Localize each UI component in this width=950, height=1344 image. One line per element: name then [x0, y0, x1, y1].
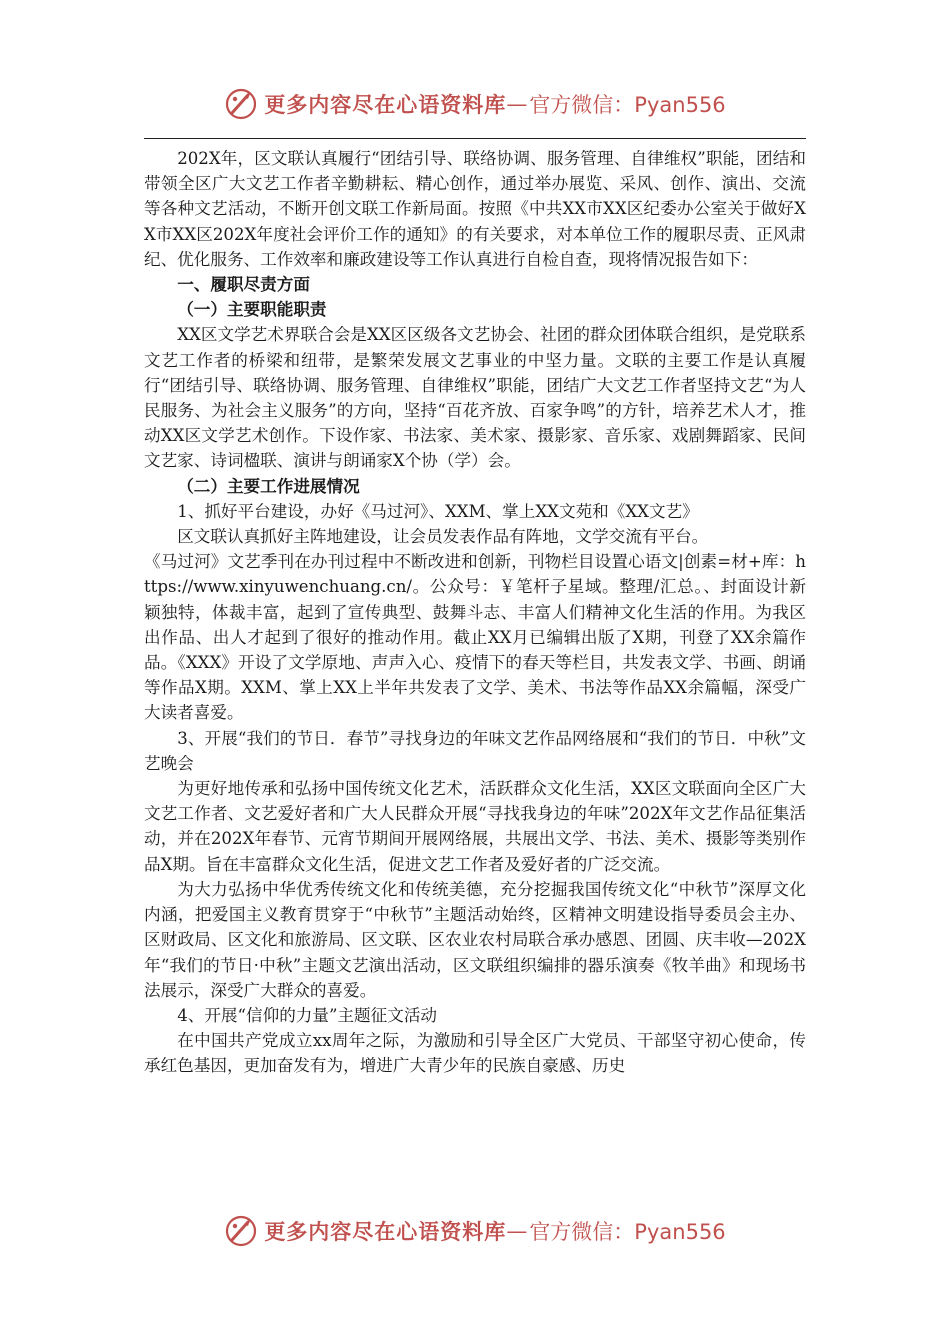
banner-wechat: 官方微信：Pyan556: [529, 93, 726, 117]
footer-brand: 更多内容尽在心语资料库: [264, 1220, 507, 1244]
pen-seal-logo-icon: [224, 87, 258, 121]
header-banner: [0, 84, 950, 124]
paragraph-magazine: 《马过河》文艺季刊在办刊过程中不断改进和创新，刊物栏目设置心语文|创素=材+库：https://www.xinyuwenchuang.cn/。公众号：￥笔杆子星域。整理/汇总。、封面设计新颖独特，体裁丰富，起到了宣传典型、鼓舞斗志、丰富人们精神文化生活的作用。为我区出作品、出人才起到了很好的推动作用。截止XX月已编辑出版了X期，刊登了XX余篇作品。《XXX》开设了文学原地、声声入心、疫情下的春天等栏目，共发表文学、书画、朗诵等作品X期。XXM、掌上XX上半年共发表了文学、美术、书法等作品XX余篇幅，深受广大读者喜爱。: [144, 552, 806, 723]
paragraph-item-3-title: 3、开展“我们的节日．春节”寻找身边的年味文艺作品网络展和“我们的节日．中秋”文艺晚会: [144, 728, 806, 773]
paragraph-intro: 202X年，区文联认真履行“团结引导、联络协调、服务管理、自律维权”职能，团结和带领全区广大文艺工作者辛勤耕耘、精心创作，通过举办展览、采风、创作、演出、交流等各种文艺活动，不断开创文联工作新局面。按照《中共XX市XX区纪委办公室关于做好XX市XX区202X年度社会评价工作的通知》的有关要求，对本单位工作的履职尽责、正风肃纪、优化服务、工作效率和廉政建设等工作认真进行自检自查，现将情况报告如下：: [144, 149, 806, 269]
paragraph-essay: 在中国共产党成立xx周年之际，为激励和引导全区广大党员、干部坚守初心使命，传承红色基因，更加奋发有为，增进广大青少年的民族自豪感、历史: [144, 1031, 806, 1076]
heading-section-1: 一、履职尽责方面: [177, 275, 310, 295]
footer-wechat: 官方微信：Pyan556: [529, 1220, 726, 1244]
pen-seal-logo-icon: [224, 1214, 258, 1248]
banner-brand: 更多内容尽在心语资料库: [264, 93, 507, 117]
heading-subsection-1: （一）主要职能职责: [177, 300, 327, 320]
paragraph-item-4-title: 4、开展“信仰的力量”主题征文活动: [177, 1005, 438, 1025]
paragraph-platform: 区文联认真抓好主阵地建设，让会员发表作品有阵地，文学交流有平台。: [177, 527, 709, 547]
document-body: [144, 146, 806, 1079]
banner-separator: —: [506, 92, 528, 116]
paragraph-item-1-title: 1、抓好平台建设，办好《马过河》、XXM、掌上XX文苑和《XX文艺》: [177, 501, 699, 521]
paragraph-mid-autumn: 为大力弘扬中华优秀传统文化和传统美德，充分挖掘我国传统文化“中秋节”深厚文化内涵，把爱国主义教育贯穿于“中秋节”主题活动始终，区精神文明建设指导委员会主办、区财政局、区文化和旅游局、区文联、区农业农村局联合承办感恩、团圆、庆丰收—202X年“我们的节日·中秋”主题文艺演出活动，区文联组织编排的器乐演奏《牧羊曲》和现场书法展示，深受广大群众的喜爱。: [144, 879, 806, 1000]
header-rule: [144, 138, 806, 139]
heading-subsection-2: （二）主要工作进展情况: [177, 476, 360, 496]
footer-banner: [0, 1211, 950, 1251]
footer-separator: —: [506, 1219, 528, 1243]
paragraph-functions: XX区文学艺术界联合会是XX区区级各文艺协会、社团的群众团体联合组织，是党联系文艺工作者的桥梁和纽带，是繁荣发展文艺事业的中坚力量。文联的主要工作是认真履行“团结引导、联络协调、服务管理、自律维权”职能，团结广大文艺工作者坚持文艺“为人民服务、为社会主义服务”的方向，坚持“百花齐放、百家争鸣”的方针，培养艺术人才，推动XX区文学艺术创作。下设作家、书法家、美术家、摄影家、音乐家、戏剧舞蹈家、民间文艺家、诗词楹联、演讲与朗诵家X个协（学）会。: [144, 325, 806, 471]
paragraph-spring-festival: 为更好地传承和弘扬中国传统文化艺术，活跃群众文化生活，XX区文联面向全区广大文艺工作者、文艺爱好者和广大人民群众开展“寻找我身边的年味”202X年文艺作品征集活动，并在202X年春节、元宵节期间开展网络展，共展出文学、书法、美术、摄影等类别作品X期。旨在丰富群众文化生活，促进文艺工作者及爱好者的广泛交流。: [144, 779, 806, 874]
